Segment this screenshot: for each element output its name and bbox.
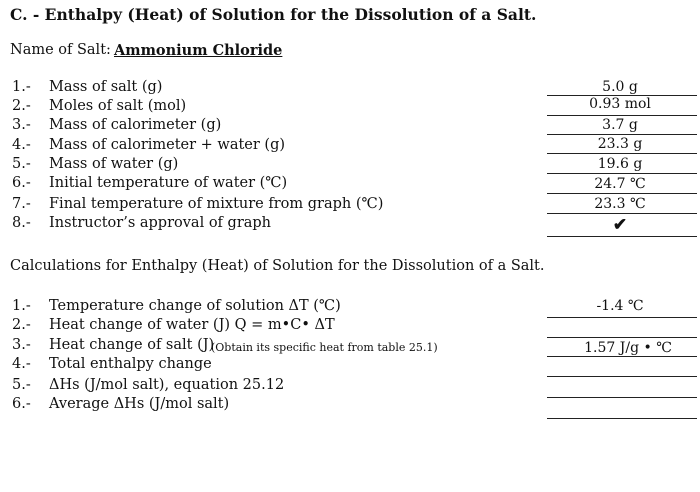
answer-final-temperature: 23.3 ℃ (594, 196, 646, 212)
measurement-number: 1.- (12, 79, 31, 95)
check-icon: ✔ (612, 215, 628, 235)
answer-line (547, 236, 697, 237)
salt-name-label: Name of Salt: (10, 42, 111, 58)
measurement-number: 4.- (12, 137, 31, 153)
answer-line (547, 134, 697, 135)
answer-line (547, 115, 697, 116)
measurement-number: 3.- (12, 117, 31, 133)
measurement-number: 8.- (12, 215, 31, 231)
answer-line (547, 317, 697, 318)
section-heading: C. - Enthalpy (Heat) of Solution for the Dissolution of a Salt. (10, 5, 537, 24)
calculation-label: Heat change of water (J) Q = m•C• ΔT (49, 317, 335, 333)
answer-mass-of-salt: 5.0 g (602, 79, 638, 95)
measurement-label: Moles of salt (mol) (49, 98, 187, 114)
salt-name-value: Ammonium Chloride (114, 42, 283, 59)
calculation-label: Heat change of salt (J) (49, 337, 215, 353)
measurement-label: Mass of calorimeter + water (g) (49, 137, 286, 153)
answer-mass-calorimeter: 3.7 g (602, 117, 638, 133)
answer-line (547, 213, 697, 214)
answer-moles-of-salt: 0.93 mol (589, 96, 651, 112)
answer-temperature-change: -1.4 ℃ (596, 298, 644, 314)
calculation-number: 2.- (12, 317, 31, 333)
calculation-number: 5.- (12, 377, 31, 393)
measurement-number: 6.- (12, 175, 31, 191)
calculation-number: 3.- (12, 337, 31, 353)
measurement-label: Mass of calorimeter (g) (49, 117, 222, 133)
measurement-label: Instructor’s approval of graph (49, 215, 272, 231)
measurement-label: Mass of water (g) (49, 156, 179, 172)
calculation-label: ΔHs (J/mol salt), equation 25.12 (49, 377, 285, 393)
answer-line (547, 376, 697, 377)
calculations-heading: Calculations for Enthalpy (Heat) of Solution for the Dissolution of a Salt. (10, 258, 545, 274)
answer-line (547, 193, 697, 194)
measurement-number: 7.- (12, 196, 31, 212)
answer-initial-temperature: 24.7 ℃ (594, 176, 646, 192)
answer-line (547, 337, 697, 338)
measurement-label: Initial temperature of water (℃) (49, 175, 288, 191)
measurement-number: 5.- (12, 156, 31, 172)
calculation-number: 4.- (12, 356, 31, 372)
calculation-label: Total enthalpy change (49, 356, 212, 372)
answer-line (547, 397, 697, 398)
calculation-label: Temperature change of solution ΔT (℃) (49, 298, 341, 314)
calculation-label: Average ΔHs (J/mol salt) (49, 396, 230, 412)
answer-mass-water: 19.6 g (597, 156, 643, 172)
answer-mass-calorimeter-water: 23.3 g (597, 136, 643, 152)
answer-line (547, 173, 697, 174)
answer-line (547, 418, 697, 419)
specific-heat-note: (Obtain its specific heat from table 25.1) (211, 341, 438, 354)
answer-line (547, 356, 697, 357)
calculation-number: 6.- (12, 396, 31, 412)
measurement-label: Final temperature of mixture from graph (℃) (49, 196, 384, 212)
answer-line (547, 153, 697, 154)
answer-line (547, 95, 697, 96)
measurement-number: 2.- (12, 98, 31, 114)
answer-specific-heat: 1.57 J/g • ℃ (584, 340, 672, 356)
measurement-label: Mass of salt (g) (49, 79, 163, 95)
calculation-number: 1.- (12, 298, 31, 314)
